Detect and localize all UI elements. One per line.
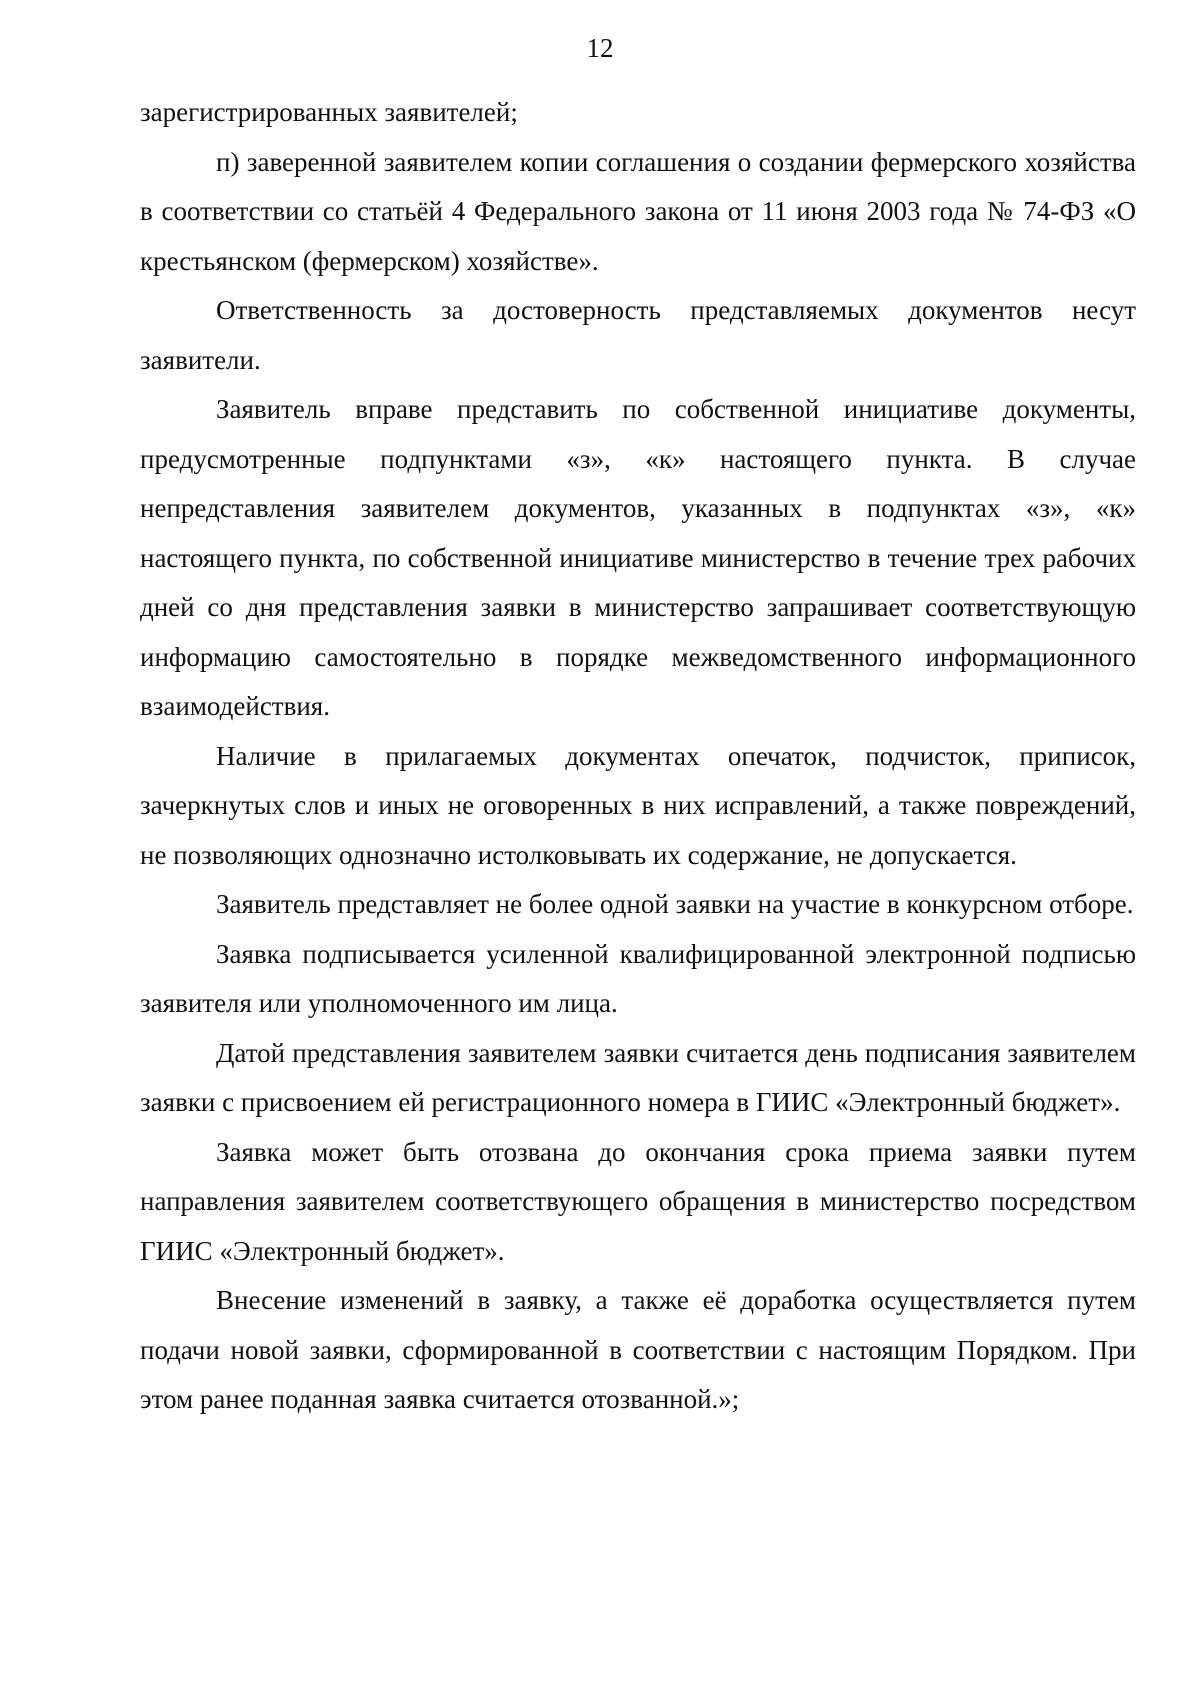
paragraph-signature: Заявка подписывается усиленной квалифицированной электронной подписью заявителя или уполномоченного им лица.	[140, 938, 1136, 1018]
paragraph-changes: Внесение изменений в заявку, а также её доработка осуществляется путем подачи новой заявки, сформированной в соответствии с настоящим Порядком. При этом ранее поданная заявка считается отозванной.»;	[140, 1285, 1136, 1414]
document-body	[140, 88, 1136, 1425]
paragraph-corrections: Наличие в прилагаемых документах опечаток, подчисток, приписок, зачеркнутых слов и иных не оговоренных в них исправлений, а также повреждений, не позволяющих однозначно истолковывать их содержание, не допускается.	[140, 740, 1136, 870]
paragraph-one-application: Заявитель представляет не более одной заявки на участие в конкурсном отборе.	[216, 889, 1134, 919]
paragraph-withdrawal: Заявка может быть отозвана до окончания срока приема заявки путем направления заявителем соответствующего обращения в министерство посредством ГИИС «Электронный бюджет».	[140, 1136, 1136, 1266]
paragraph-own-initiative: Заявитель вправе представить по собственной инициативе документы, предусмотренные подпунктами «з», «к» настоящего пункта. В случае непредставления заявителем документов, указанных в подпунктах «з», «к» настоящего пункта, по собственной инициативе министерство в течение трех рабочих дней со дня представления заявки в министерство запрашивает соответствующую информацию самостоятельно в порядке межведомственного информационного взаимодействия.	[140, 394, 1136, 721]
paragraph-responsibility: Ответственность за достоверность представляемых документов несут заявители.	[140, 295, 1136, 375]
paragraph-item-p: п) заверенной заявителем копии соглашения о создании фермерского хозяйства в соответствии со статьёй 4 Федерального закона от 11 июня 2003 года № 74-ФЗ «О крестьянском (фермерском) хозяйстве».	[140, 146, 1136, 276]
paragraph-submission-date: Датой представления заявителем заявки считается день подписания заявителем заявки с присвоением ей регистрационного номера в ГИИС «Электронный бюджет».	[140, 1037, 1136, 1117]
page-number: 12	[586, 33, 614, 63]
paragraph-continuation: зарегистрированных заявителей;	[140, 97, 518, 127]
